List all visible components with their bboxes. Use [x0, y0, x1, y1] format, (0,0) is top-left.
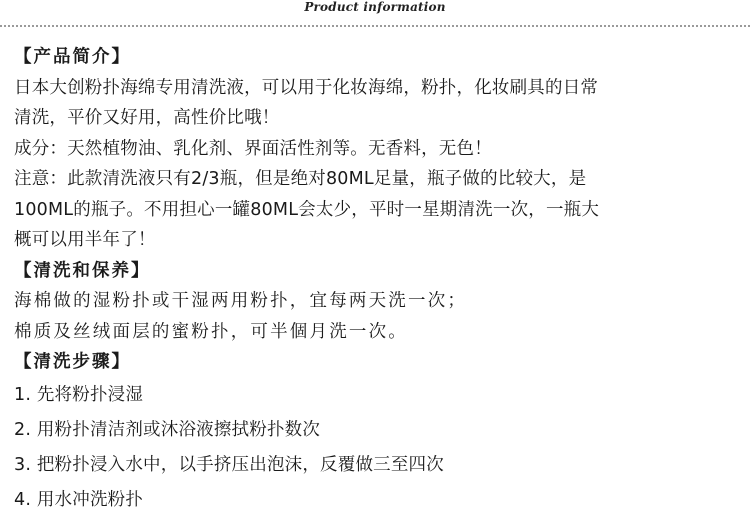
- dotted-divider: [0, 25, 750, 27]
- step-item: 2. 用粉扑清洁剂或沐浴液擦拭粉扑数次: [14, 419, 321, 440]
- page-header-title: Product information: [304, 0, 446, 14]
- intro-line: 日本大创粉扑海绵专用清洗液，可以用于化妆海绵，粉扑，化妆刷具的日常: [14, 77, 599, 98]
- steps-list: [14, 378, 744, 518]
- notice-line: 注意：此款清洗液只有2/3瓶，但是绝对80ML足量，瓶子做的比较大，是: [14, 169, 587, 189]
- intro-line: 清洗，平价又好用，高性价比哦！: [14, 108, 280, 128]
- care-line: 海棉做的湿粉扑或干湿两用粉扑，宜每两天洗一次；: [14, 291, 468, 311]
- steps-heading: 【清洗步骤】: [14, 352, 131, 372]
- product-description: [14, 42, 744, 518]
- notice-line: 100ML的瓶子。不用担心一罐80ML会太少，平时一星期清洗一次，一瓶大: [14, 199, 600, 220]
- ingredients-line: 成分：天然植物油、乳化剂、界面活性剂等。无香料，无色！: [14, 138, 492, 159]
- notice-line: 概可以用半年了！: [14, 230, 156, 250]
- intro-heading: 【产品简介】: [14, 47, 131, 67]
- care-line: 棉质及丝绒面层的蜜粉扑，可半個月洗一次。: [14, 321, 408, 342]
- care-heading: 【清洗和保养】: [14, 260, 151, 281]
- step-item: 3. 把粉扑浸入水中，以手挤压出泡沫，反覆做三至四次: [14, 454, 444, 475]
- step-item: 4. 用水冲洗粉扑: [14, 489, 144, 510]
- step-item: 1. 先将粉扑浸湿: [14, 384, 144, 405]
